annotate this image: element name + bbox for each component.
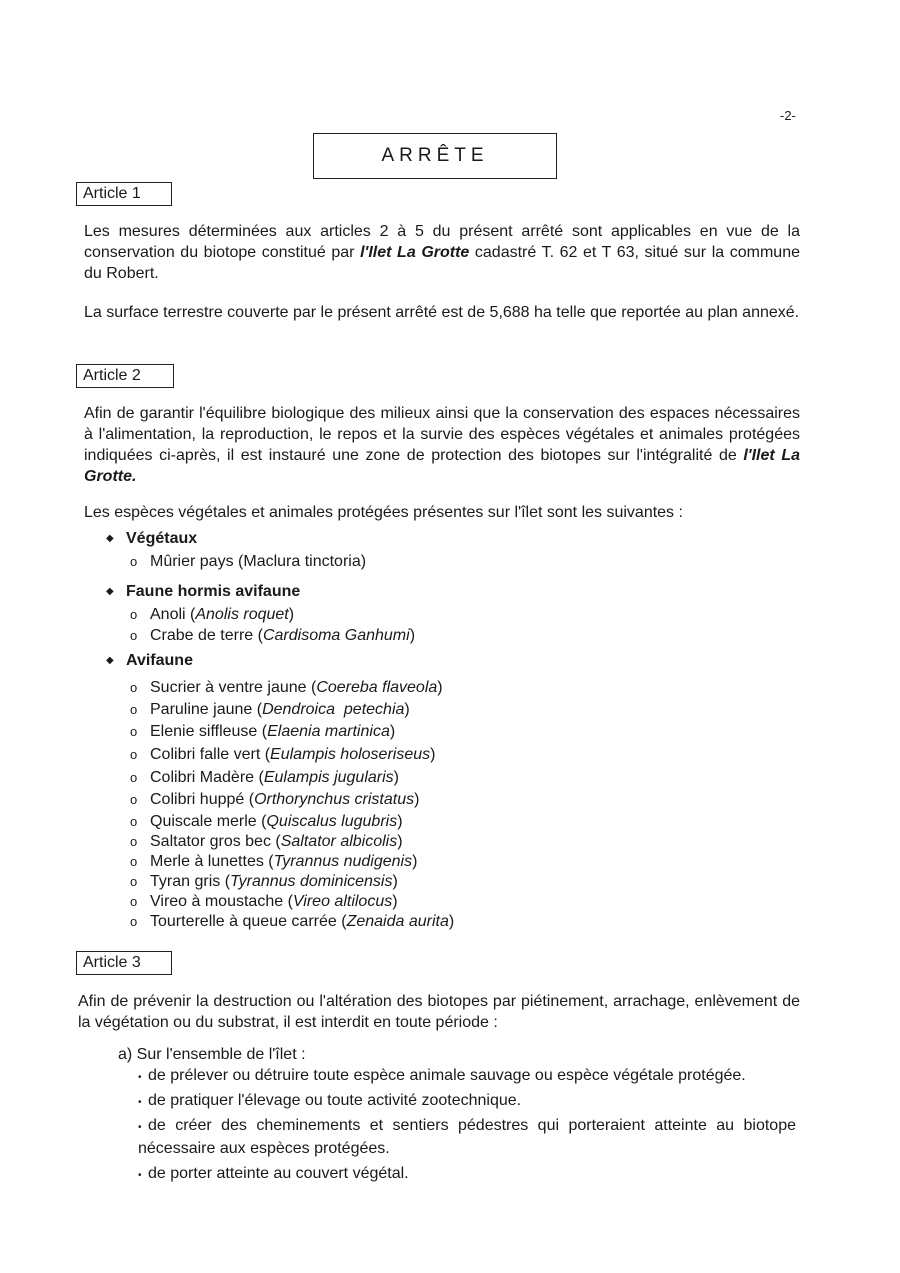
article-2-label: Article 2 bbox=[76, 364, 174, 388]
species-common-name: Colibri falle vert bbox=[150, 746, 261, 763]
species-item: o Sucrier à ventre jaune (Coereba flaveola) bbox=[130, 679, 443, 696]
article-3-paragraph-1: Afin de prévenir la destruction ou l'altération des biotopes par piétinement, arrachage, enlèvement de la végétation ou du substrat, il est interdit en toute période : bbox=[78, 993, 800, 1031]
species-common-name: Tourterelle à queue carrée bbox=[150, 913, 337, 930]
dot-bullet-icon: • bbox=[138, 1072, 142, 1083]
species-common-name: Paruline jaune bbox=[150, 701, 253, 718]
category-name: Végétaux bbox=[126, 530, 198, 548]
circle-bullet-icon: o bbox=[130, 854, 138, 869]
species-common-name: Saltator gros bec bbox=[150, 833, 271, 850]
species-latin-name: Eulampis jugularis bbox=[263, 769, 394, 786]
species-item: o Elenie siffleuse (Elaenia martinica) bbox=[130, 723, 396, 740]
species-latin-name: Tyrannus dominicensis bbox=[230, 873, 393, 890]
diamond-bullet-icon: ◆ bbox=[106, 586, 114, 597]
circle-bullet-icon: o bbox=[130, 607, 138, 622]
species-item: o Vireo à moustache (Vireo altilocus) bbox=[130, 893, 398, 910]
category-row bbox=[106, 582, 300, 602]
circle-bullet-icon: o bbox=[130, 770, 138, 785]
circle-bullet-icon: o bbox=[130, 874, 138, 889]
diamond-bullet-icon: ◆ bbox=[106, 533, 114, 544]
species-common-name: Mûrier pays bbox=[150, 553, 234, 570]
rule-text: de créer des cheminements et sentiers pédestres qui porteraient atteinte au biotope nécessaire aux espèces protégées. bbox=[138, 1117, 796, 1157]
species-common-name: Merle à lunettes bbox=[150, 853, 264, 870]
species-common-name: Colibri Madère bbox=[150, 769, 255, 786]
ilet-name: l'Ilet La Grotte bbox=[360, 244, 470, 261]
dot-bullet-icon: • bbox=[138, 1122, 142, 1133]
article-2-text: Afin de garantir l'équilibre biologique des milieux ainsi que la conservation des espaces nécessaires à l'alimentation, la reproduction, le repos et la survie des espèces végétales et animales protégées indiquées ci-après, il est instauré une zone de protection des biotopes sur l'intégralité de bbox=[84, 405, 800, 464]
species-latin-name: Saltator albicolis bbox=[280, 833, 398, 850]
species-item: o Mûrier pays (Maclura tinctoria) bbox=[130, 553, 367, 570]
species-item: o Merle à lunettes (Tyrannus nudigenis) bbox=[130, 853, 418, 870]
species-common-name: Sucrier à ventre jaune bbox=[150, 679, 307, 696]
article-2-paragraph-2: Les espèces végétales et animales protégées présentes sur l'îlet sont les suivantes : bbox=[84, 504, 683, 521]
species-latin-name: Anolis roquet bbox=[195, 606, 289, 623]
dot-bullet-icon: • bbox=[138, 1097, 142, 1108]
rule-text: de prélever ou détruire toute espèce animale sauvage ou espèce végétale protégée. bbox=[148, 1067, 746, 1084]
article-1-paragraph-1 bbox=[84, 221, 800, 284]
species-common-name: Quiscale merle bbox=[150, 813, 257, 830]
rule-item bbox=[138, 1091, 521, 1113]
rule-text: de pratiquer l'élevage ou toute activité zootechnique. bbox=[148, 1092, 522, 1109]
article-1-text-start: Les mesures déterminées aux articles 2 à 5 du présent arrêté sont applicables en vue de la conservation du biotope constitué par bbox=[84, 223, 800, 261]
species-common-name: Tyran gris bbox=[150, 873, 221, 890]
category-name: Avifaune bbox=[126, 652, 193, 670]
species-item: o Crabe de terre (Cardisoma Ganhumi) bbox=[130, 627, 416, 644]
category-row bbox=[106, 529, 197, 549]
article-1-paragraph-2: La surface terrestre couverte par le présent arrêté est de 5,688 ha telle que reportée au plan annexé. bbox=[84, 304, 800, 321]
species-common-name: Colibri huppé bbox=[150, 791, 245, 808]
rule-item bbox=[138, 1164, 409, 1186]
ilet-name: l'Ilet La Grotte. bbox=[84, 447, 800, 485]
article-3-label: Article 3 bbox=[76, 951, 172, 975]
species-item: o Tourterelle à queue carrée (Zenaida aurita) bbox=[130, 913, 455, 930]
species-latin-name: Cardisoma Ganhumi bbox=[262, 627, 410, 644]
species-latin-name: Vireo altilocus bbox=[292, 893, 393, 910]
arrete-heading: ARRÊTE bbox=[313, 133, 557, 179]
circle-bullet-icon: o bbox=[130, 724, 138, 739]
circle-bullet-icon: o bbox=[130, 814, 138, 829]
circle-bullet-icon: o bbox=[130, 680, 138, 695]
circle-bullet-icon: o bbox=[130, 628, 138, 643]
species-latin-name: Eulampis holoseriseus bbox=[270, 746, 431, 763]
circle-bullet-icon: o bbox=[130, 894, 138, 909]
article-1-label: Article 1 bbox=[76, 182, 172, 206]
species-item: o Saltator gros bec (Saltator albicolis) bbox=[130, 833, 403, 850]
category-name: Faune hormis avifaune bbox=[126, 583, 301, 601]
rule-item bbox=[138, 1066, 746, 1088]
circle-bullet-icon: o bbox=[130, 834, 138, 849]
species-latin-name: Orthorynchus cristatus bbox=[254, 791, 415, 808]
species-latin-name: Maclura tinctoria bbox=[243, 553, 361, 570]
dot-bullet-icon: • bbox=[138, 1170, 142, 1181]
circle-bullet-icon: o bbox=[130, 702, 138, 717]
rule-item bbox=[138, 1115, 796, 1159]
circle-bullet-icon: o bbox=[130, 914, 138, 929]
species-latin-name: Dendroica petechia bbox=[262, 701, 405, 718]
rule-text: de porter atteinte au couvert végétal. bbox=[148, 1165, 409, 1182]
species-item: o Tyran gris (Tyrannus dominicensis) bbox=[130, 873, 398, 890]
species-item: o Colibri falle vert (Eulampis holoseriseus) bbox=[130, 746, 436, 763]
article-1-text-end: cadastré T. 62 et T 63, situé sur la commune du Robert. bbox=[84, 244, 801, 282]
circle-bullet-icon: o bbox=[130, 792, 138, 807]
species-latin-name: Coereba flaveola bbox=[316, 679, 438, 696]
article-3-sub-a: a) Sur l'ensemble de l'îlet : bbox=[118, 1046, 306, 1063]
species-item: o Anoli (Anolis roquet) bbox=[130, 606, 295, 623]
species-latin-name: Zenaida aurita bbox=[346, 913, 449, 930]
species-latin-name: Tyrannus nudigenis bbox=[273, 853, 413, 870]
page-number: -2- bbox=[780, 108, 796, 123]
circle-bullet-icon: o bbox=[130, 554, 138, 569]
species-latin-name: Quiscalus lugubris bbox=[266, 813, 398, 830]
circle-bullet-icon: o bbox=[130, 747, 138, 762]
species-common-name: Elenie siffleuse bbox=[150, 723, 258, 740]
species-item: o Colibri Madère (Eulampis jugularis) bbox=[130, 769, 399, 786]
species-item: o Quiscale merle (Quiscalus lugubris) bbox=[130, 813, 403, 830]
species-common-name: Crabe de terre bbox=[150, 627, 254, 644]
diamond-bullet-icon: ◆ bbox=[106, 655, 114, 666]
species-item: o Paruline jaune (Dendroica petechia) bbox=[130, 701, 410, 718]
species-common-name: Anoli bbox=[150, 606, 186, 623]
species-latin-name: Elaenia martinica bbox=[267, 723, 390, 740]
category-row bbox=[106, 651, 193, 671]
species-common-name: Vireo à moustache bbox=[150, 893, 284, 910]
article-2-paragraph-1 bbox=[84, 403, 800, 487]
species-item: o Colibri huppé (Orthorynchus cristatus) bbox=[130, 791, 420, 808]
